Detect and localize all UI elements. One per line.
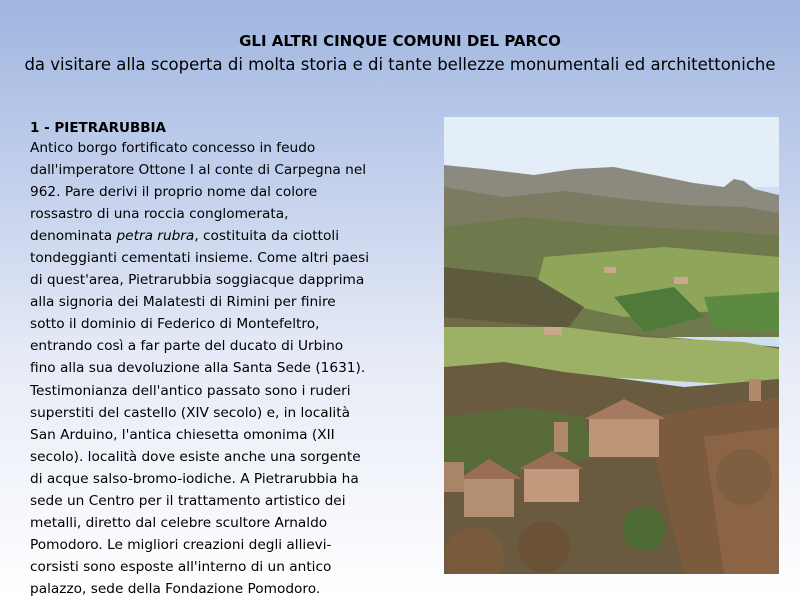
- body-line: fino alla sua devoluzione alla Santa Sede (1631).: [30, 360, 366, 377]
- body-line: di acque salso-bromo-iodiche. A Pietrarubbia ha: [30, 470, 359, 487]
- body-line: denominata petra rubra, costituita da ciottoli: [30, 228, 340, 245]
- body-line: Pomodoro. Le migliori creazioni degli allievi-: [30, 536, 332, 553]
- body-line: alla signoria dei Malatesti di Rimini per finire: [30, 294, 336, 311]
- body-line: Testimonianza dell'antico passato sono i ruderi: [30, 382, 351, 399]
- body-line: 962. Pare derivi il proprio nome dal colore: [30, 184, 318, 201]
- body-line: dall'imperatore Ottone I al conte di Carpegna nel: [30, 162, 367, 179]
- body-line: sede un Centro per il trattamento artistico dei: [30, 492, 346, 509]
- italic-term: petra rubra: [116, 228, 195, 245]
- section-body: [30, 137, 400, 600]
- body-line: entrando così a far parte del ducato di Urbino: [30, 338, 344, 355]
- section-heading: 1 - PIETRARUBBIA: [30, 120, 166, 136]
- body-line: superstiti del castello (XIV secolo) e, in località: [30, 404, 350, 421]
- body-line: metalli, diretto dal celebre scultore Arnaldo: [30, 514, 328, 531]
- body-line: sotto il dominio di Federico di Montefeltro,: [30, 316, 320, 333]
- body-line: San Arduino, l'antica chiesetta omonima (XII: [30, 426, 335, 443]
- body-line: di quest'area, Pietrarubbia soggiacque dapprima: [30, 272, 365, 289]
- body-line: secolo). località dove esiste anche una sorgente: [30, 448, 361, 465]
- body-line: tondeggianti cementati insieme. Come altri paesi: [30, 250, 370, 267]
- slide-subtitle: da visitare alla scoperta di molta storia e di tante bellezze monumentali ed architettoniche: [24, 55, 776, 74]
- body-line: Antico borgo fortificato concesso in feudo: [30, 140, 316, 156]
- body-line: palazzo, sede della Fondazione Pomodoro.: [30, 580, 321, 597]
- pietrarubbia-photo: [444, 117, 779, 574]
- body-line: rossastro di una roccia conglomerata,: [30, 206, 289, 223]
- body-line: corsisti sono esposte all'interno di un antico: [30, 558, 332, 575]
- landscape-photo-icon: [444, 117, 779, 574]
- slide-title: GLI ALTRI CINQUE COMUNI DEL PARCO: [239, 32, 561, 50]
